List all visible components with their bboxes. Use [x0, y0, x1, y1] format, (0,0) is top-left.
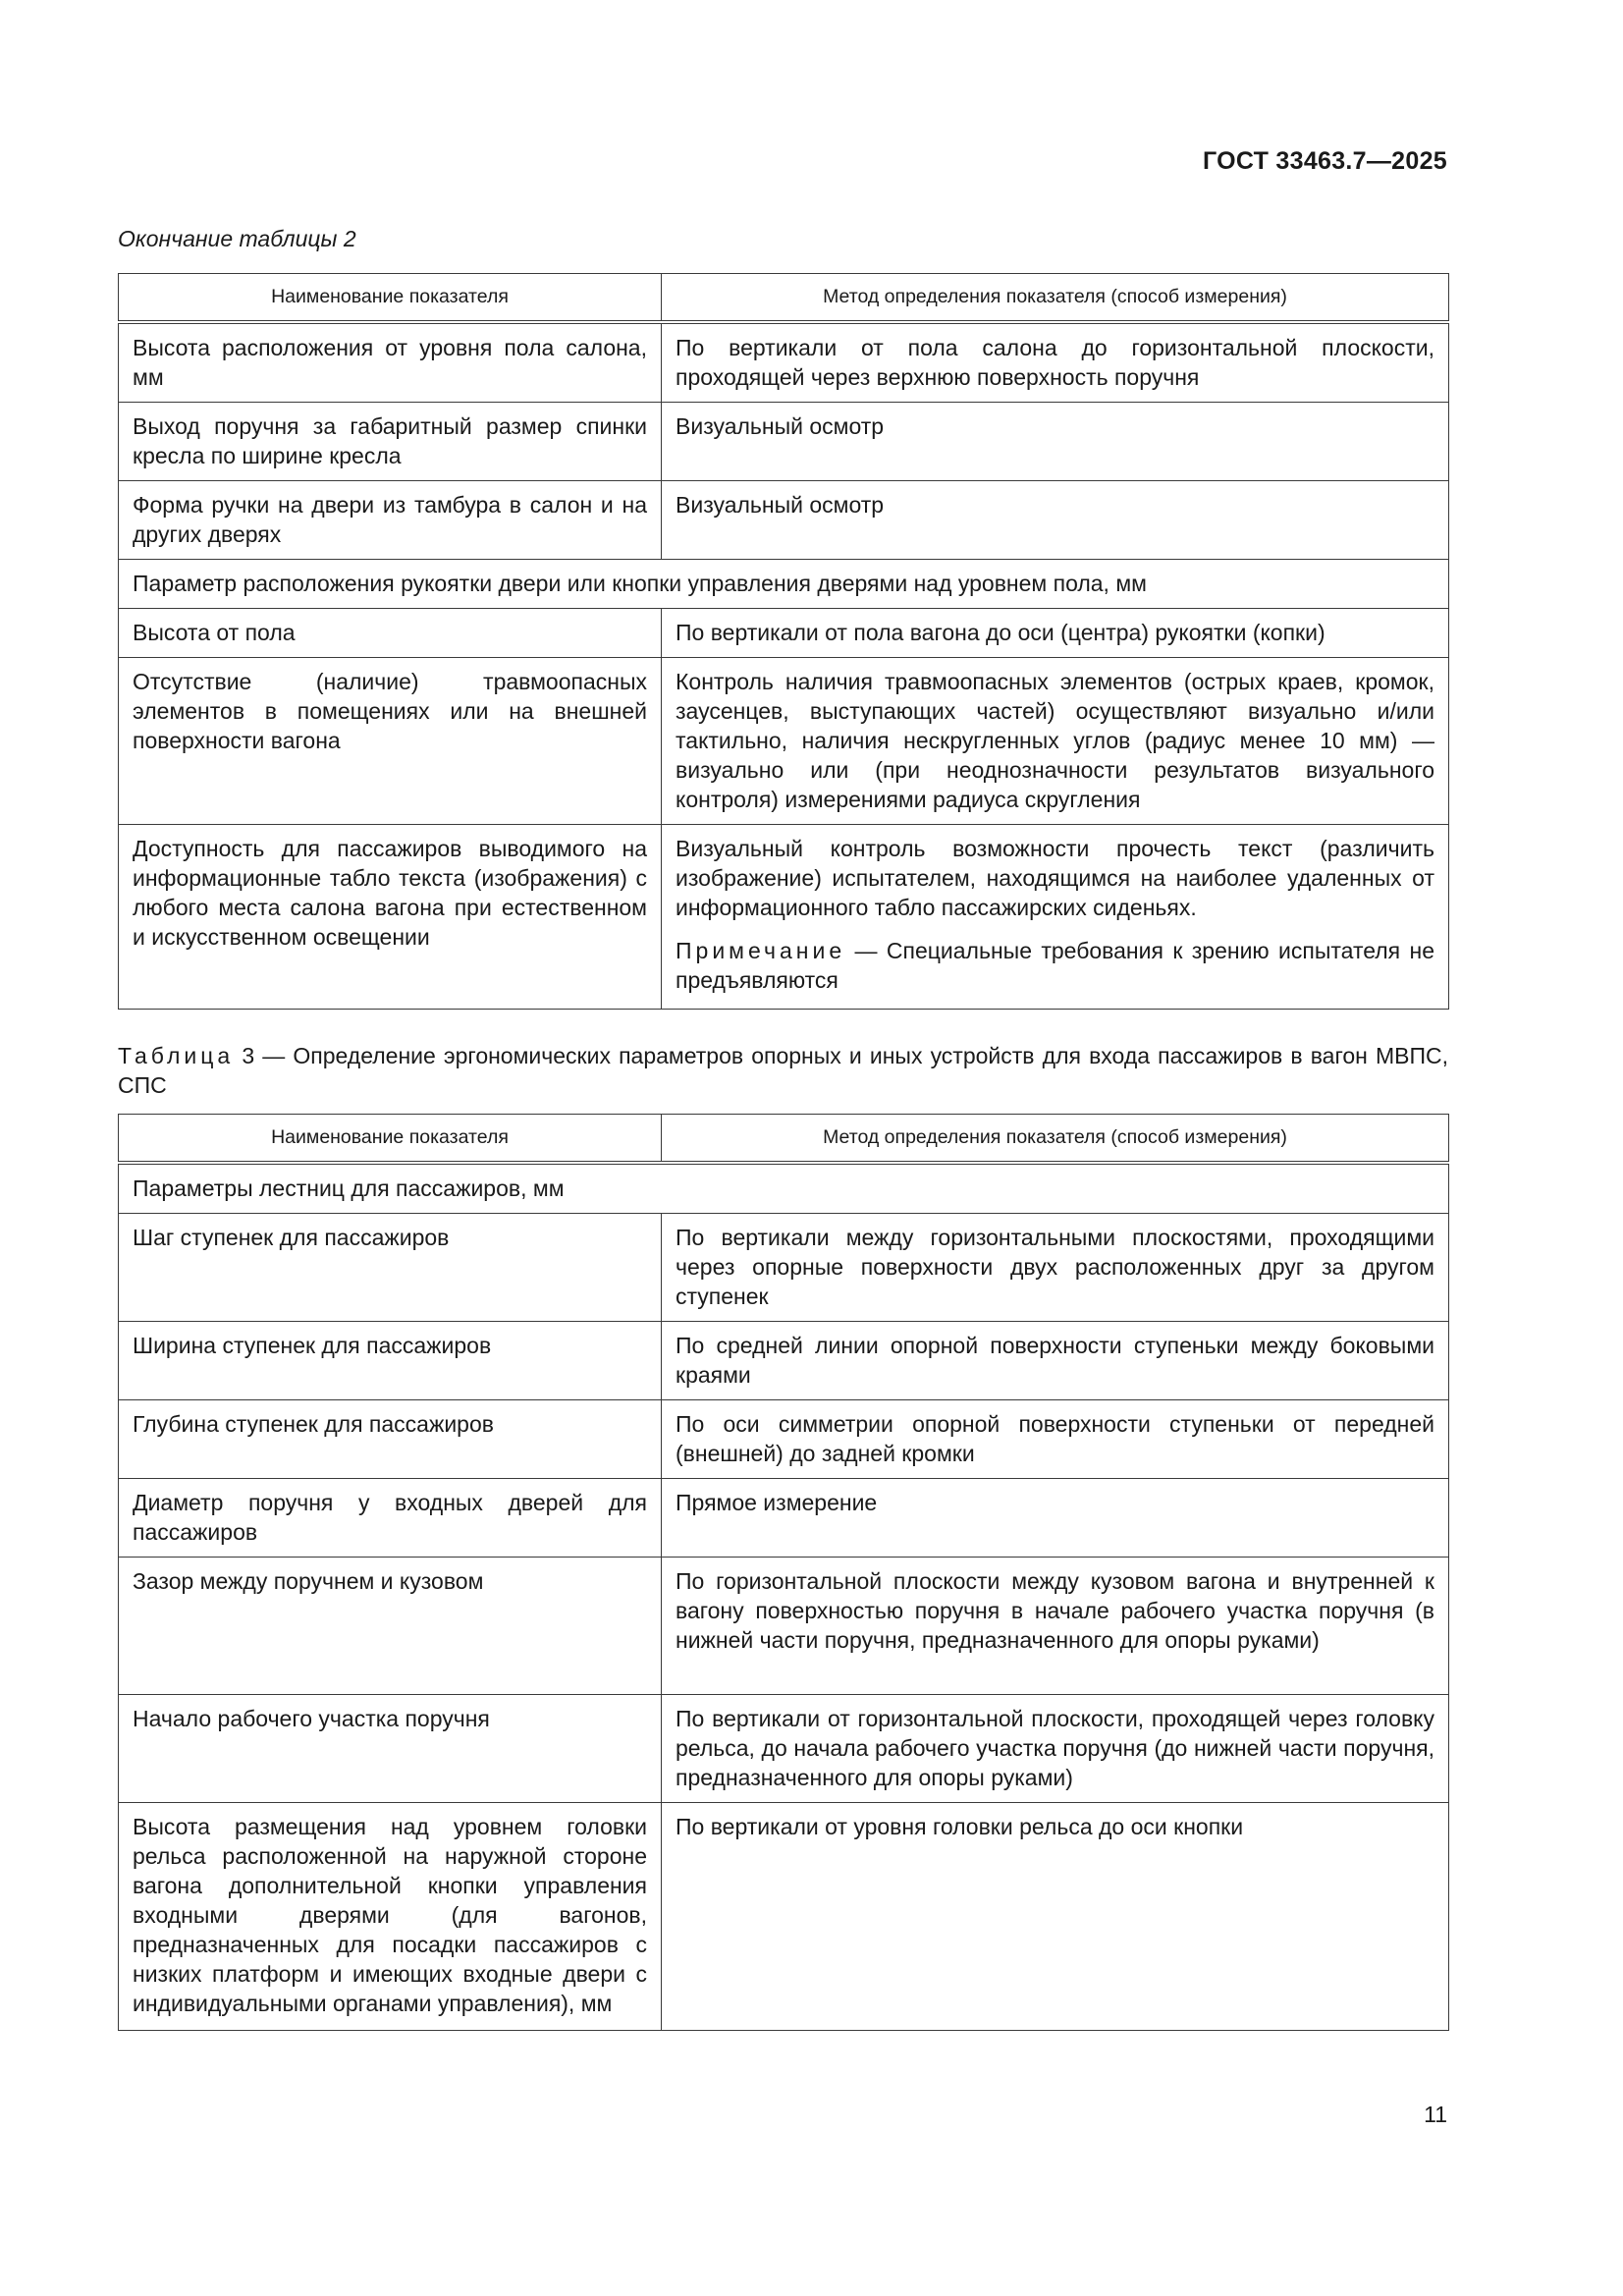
note-text: — Специальные требования к зрению испытателя не предъявляются [676, 938, 1434, 993]
section-heading: Параметры лестниц для пассажиров, мм [119, 1163, 1449, 1214]
table-2 [118, 273, 1449, 1010]
measurement-method: Визуальный осмотр [662, 403, 1449, 481]
measurement-method [662, 825, 1449, 1010]
method-text: Визуальный контроль возможности прочесть текст (различить изображение) испытателем, находящимся на наиболее удаленных от информационного табло пассажирских сиденьях. [676, 836, 1434, 920]
note [676, 936, 1434, 995]
indicator-name: Высота от пола [119, 609, 662, 658]
measurement-method: По оси симметрии опорной поверхности ступеньки от передней (внешней) до задней кромки [662, 1400, 1449, 1479]
measurement-method: По средней линии опорной поверхности ступеньки между боковыми краями [662, 1322, 1449, 1400]
table-3 [118, 1114, 1449, 2031]
indicator-name: Глубина ступенек для пассажиров [119, 1400, 662, 1479]
measurement-method: По вертикали от горизонтальной плоскости, проходящей через головку рельса, до начала рабочего участка поручня (до нижней части поручня, предназначенного для опоры руками) [662, 1695, 1449, 1803]
table-row [119, 658, 1449, 825]
table-row [119, 1803, 1449, 2031]
table-row [119, 825, 1449, 1010]
measurement-method: По вертикали между горизонтальными плоскостями, проходящими через опорные поверхности двух расположенных друг за другом ступенек [662, 1214, 1449, 1322]
column-header-name: Наименование показателя [119, 1115, 662, 1164]
table-row [119, 1322, 1449, 1400]
indicator-name: Форма ручки на двери из тамбура в салон и на других дверях [119, 481, 662, 560]
table-row [119, 1479, 1449, 1558]
table-section-row [119, 560, 1449, 609]
measurement-method: Визуальный осмотр [662, 481, 1449, 560]
measurement-method: По вертикали от пола салона до горизонтальной плоскости, проходящей через верхнюю поверхность поручня [662, 322, 1449, 403]
table-header-row [119, 1115, 1449, 1164]
table-row [119, 403, 1449, 481]
measurement-method: Прямое измерение [662, 1479, 1449, 1558]
table3-title [118, 1041, 1448, 1100]
table-row [119, 1400, 1449, 1479]
indicator-name: Зазор между поручнем и кузовом [119, 1558, 662, 1695]
table-row [119, 481, 1449, 560]
indicator-name: Высота размещения над уровнем головки рельса расположенной на наружной стороне вагона дополнительной кнопки управления входными дверями (для вагонов, предназначенных для посадки пассажиров с низких платформ и имеющих входные двери с индивидуальными органами управления), мм [119, 1803, 662, 2031]
indicator-name: Ширина ступенек для пассажиров [119, 1322, 662, 1400]
note-label: Примечание [676, 938, 846, 963]
measurement-method: По горизонтальной плоскости между кузовом вагона и внутренней к вагону поверхностью поручня в начале рабочего участка поручня (в нижней части поручня, предназначенного для опоры руками) [662, 1558, 1449, 1695]
table-row [119, 1214, 1449, 1322]
table-row [119, 322, 1449, 403]
column-header-method: Метод определения показателя (способ измерения) [662, 274, 1449, 323]
table3-title-text: 3 — Определение эргономических параметров опорных и иных устройств для входа пассажиров в вагон МВПС, СПС [118, 1043, 1448, 1098]
table-row [119, 1695, 1449, 1803]
table-row [119, 1558, 1449, 1695]
table3-title-label: Таблица [118, 1043, 235, 1068]
table-section-row [119, 1163, 1449, 1214]
table2-caption: Окончание таблицы 2 [118, 226, 356, 251]
indicator-name: Доступность для пассажиров выводимого на информационные табло текста (изображения) с любого места салона вагона при естественном и искусственном освещении [119, 825, 662, 1010]
table-header-row [119, 274, 1449, 323]
page-number: 11 [1424, 2102, 1447, 2127]
section-heading: Параметр расположения рукоятки двери или кнопки управления дверями над уровнем пола, мм [119, 560, 1449, 609]
indicator-name: Выход поручня за габаритный размер спинки кресла по ширине кресла [119, 403, 662, 481]
indicator-name: Диаметр поручня у входных дверей для пассажиров [119, 1479, 662, 1558]
indicator-name: Шаг ступенек для пассажиров [119, 1214, 662, 1322]
document-code: ГОСТ 33463.7—2025 [1202, 147, 1447, 175]
indicator-name: Высота расположения от уровня пола салона, мм [119, 322, 662, 403]
table-row [119, 609, 1449, 658]
column-header-method: Метод определения показателя (способ измерения) [662, 1115, 1449, 1164]
indicator-name: Начало рабочего участка поручня [119, 1695, 662, 1803]
indicator-name: Отсутствие (наличие) травмоопасных элементов в помещениях или на внешней поверхности вагона [119, 658, 662, 825]
measurement-method: По вертикали от пола вагона до оси (центра) рукоятки (копки) [662, 609, 1449, 658]
measurement-method: По вертикали от уровня головки рельса до оси кнопки [662, 1803, 1449, 2031]
column-header-name: Наименование показателя [119, 274, 662, 323]
measurement-method: Контроль наличия травмоопасных элементов (острых краев, кромок, заусенцев, выступающих частей) осуществляют визуально и/или тактильно, наличия нескругленных углов (радиус менее 10 мм) — визуально или (при неоднозначности результатов визуального контроля) измерениями радиуса скругления [662, 658, 1449, 825]
